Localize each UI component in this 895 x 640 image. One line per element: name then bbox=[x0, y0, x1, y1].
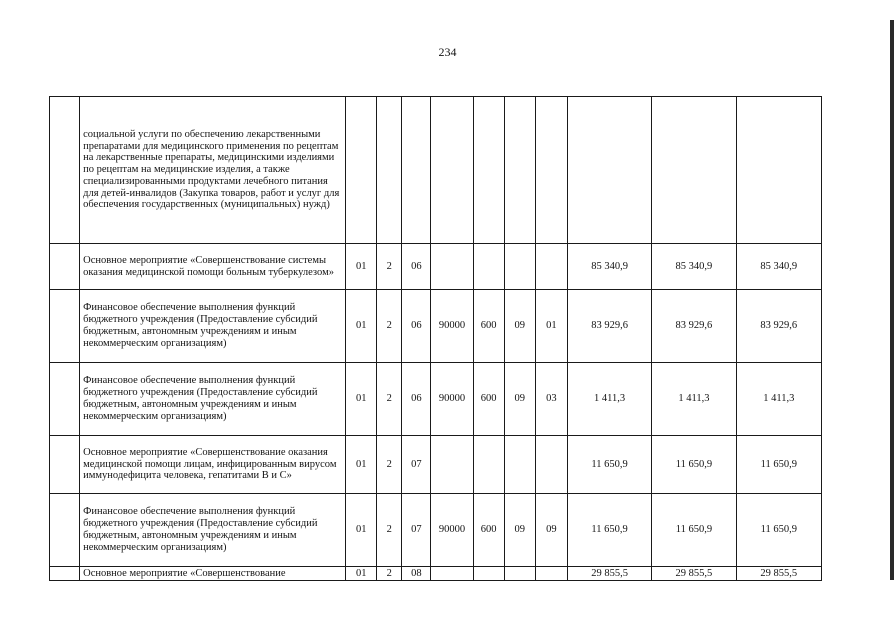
row-number-cell bbox=[50, 363, 80, 436]
amount-cell: 1 411,3 bbox=[736, 363, 821, 436]
code-cell bbox=[535, 244, 567, 290]
code-cell: 01 bbox=[346, 436, 377, 494]
code-cell: 2 bbox=[377, 494, 402, 567]
table-row bbox=[50, 436, 822, 494]
code-cell bbox=[431, 567, 473, 581]
code-cell: 06 bbox=[402, 363, 431, 436]
row-description: Финансовое обеспечение выполнения функций бюджетного учреждения (Предоставление субсидий бюджетным, автономным учреждениям и иным некоммерческим организациям) bbox=[80, 494, 346, 567]
code-cell bbox=[535, 567, 567, 581]
code-cell: 08 bbox=[402, 567, 431, 581]
row-description: Основное мероприятие «Совершенствование оказания медицинской помощи лицам, инфицированным вирусом иммунодефицита человека, гепатитами В и С» bbox=[80, 436, 346, 494]
row-description: социальной услуги по обеспечению лекарственными препаратами для медицинского применения по рецептам на лекарственные препараты, медицинскими изделиями по рецептам на медицинские изделия, а также специализированными продуктами лечебного питания для детей-инвалидов (Закупка товаров, работ и услуг для обеспечения государственных (муниципальных) нужд) bbox=[80, 97, 346, 244]
code-cell bbox=[402, 97, 431, 244]
code-cell bbox=[535, 436, 567, 494]
amount-cell bbox=[736, 97, 821, 244]
row-description: Основное мероприятие «Совершенствование bbox=[80, 567, 346, 581]
page-number: 234 bbox=[438, 45, 457, 59]
code-cell: 07 bbox=[402, 494, 431, 567]
amount-cell: 85 340,9 bbox=[652, 244, 736, 290]
amount-cell: 11 650,9 bbox=[736, 494, 821, 567]
amount-cell: 11 650,9 bbox=[652, 494, 736, 567]
code-cell: 03 bbox=[535, 363, 567, 436]
row-description: Финансовое обеспечение выполнения функций бюджетного учреждения (Предоставление субсидий бюджетным, автономным учреждениям и иным некоммерческим организациям) bbox=[80, 290, 346, 363]
code-cell: 09 bbox=[504, 290, 535, 363]
code-cell bbox=[346, 97, 377, 244]
code-cell: 90000 bbox=[431, 494, 473, 567]
code-cell: 90000 bbox=[431, 363, 473, 436]
code-cell: 2 bbox=[377, 363, 402, 436]
amount-cell: 29 855,5 bbox=[567, 567, 651, 581]
code-cell: 01 bbox=[346, 290, 377, 363]
code-cell bbox=[504, 567, 535, 581]
row-number-cell bbox=[50, 244, 80, 290]
code-cell: 01 bbox=[346, 244, 377, 290]
code-cell: 01 bbox=[346, 494, 377, 567]
amount-cell: 83 929,6 bbox=[567, 290, 651, 363]
code-cell: 600 bbox=[473, 494, 504, 567]
code-cell bbox=[504, 436, 535, 494]
code-cell bbox=[504, 244, 535, 290]
scan-edge bbox=[890, 20, 894, 580]
amount-cell: 29 855,5 bbox=[736, 567, 821, 581]
amount-cell bbox=[567, 97, 651, 244]
code-cell: 07 bbox=[402, 436, 431, 494]
code-cell: 90000 bbox=[431, 290, 473, 363]
code-cell: 01 bbox=[346, 567, 377, 581]
code-cell bbox=[473, 97, 504, 244]
code-cell: 01 bbox=[346, 363, 377, 436]
amount-cell: 83 929,6 bbox=[652, 290, 736, 363]
amount-cell bbox=[652, 97, 736, 244]
code-cell: 600 bbox=[473, 290, 504, 363]
code-cell: 09 bbox=[535, 494, 567, 567]
code-cell: 01 bbox=[535, 290, 567, 363]
code-cell: 09 bbox=[504, 494, 535, 567]
table-row bbox=[50, 290, 822, 363]
code-cell bbox=[473, 244, 504, 290]
table-row bbox=[50, 567, 822, 581]
code-cell bbox=[431, 244, 473, 290]
row-description: Основное мероприятие «Совершенствование системы оказания медицинской помощи больным туберкулезом» bbox=[80, 244, 346, 290]
code-cell: 06 bbox=[402, 290, 431, 363]
row-description: Финансовое обеспечение выполнения функций бюджетного учреждения (Предоставление субсидий бюджетным, автономным учреждениям и иным некоммерческим организациям) bbox=[80, 363, 346, 436]
code-cell bbox=[535, 97, 567, 244]
code-cell bbox=[504, 97, 535, 244]
amount-cell: 83 929,6 bbox=[736, 290, 821, 363]
table-row bbox=[50, 363, 822, 436]
row-number-cell bbox=[50, 494, 80, 567]
code-cell: 600 bbox=[473, 363, 504, 436]
code-cell bbox=[377, 97, 402, 244]
amount-cell: 11 650,9 bbox=[567, 436, 651, 494]
amount-cell: 11 650,9 bbox=[567, 494, 651, 567]
amount-cell: 29 855,5 bbox=[652, 567, 736, 581]
amount-cell: 11 650,9 bbox=[736, 436, 821, 494]
code-cell bbox=[431, 436, 473, 494]
amount-cell: 85 340,9 bbox=[736, 244, 821, 290]
amount-cell: 1 411,3 bbox=[567, 363, 651, 436]
row-number-cell bbox=[50, 290, 80, 363]
row-number-cell bbox=[50, 436, 80, 494]
code-cell bbox=[473, 567, 504, 581]
code-cell: 09 bbox=[504, 363, 535, 436]
code-cell: 2 bbox=[377, 244, 402, 290]
code-cell: 06 bbox=[402, 244, 431, 290]
code-cell bbox=[431, 97, 473, 244]
table-row bbox=[50, 494, 822, 567]
amount-cell: 11 650,9 bbox=[652, 436, 736, 494]
row-number-cell bbox=[50, 567, 80, 581]
table-row bbox=[50, 97, 822, 244]
amount-cell: 1 411,3 bbox=[652, 363, 736, 436]
budget-table bbox=[49, 96, 822, 581]
table-row bbox=[50, 244, 822, 290]
code-cell: 2 bbox=[377, 290, 402, 363]
code-cell: 2 bbox=[377, 436, 402, 494]
row-number-cell bbox=[50, 97, 80, 244]
code-cell bbox=[473, 436, 504, 494]
amount-cell: 85 340,9 bbox=[567, 244, 651, 290]
code-cell: 2 bbox=[377, 567, 402, 581]
